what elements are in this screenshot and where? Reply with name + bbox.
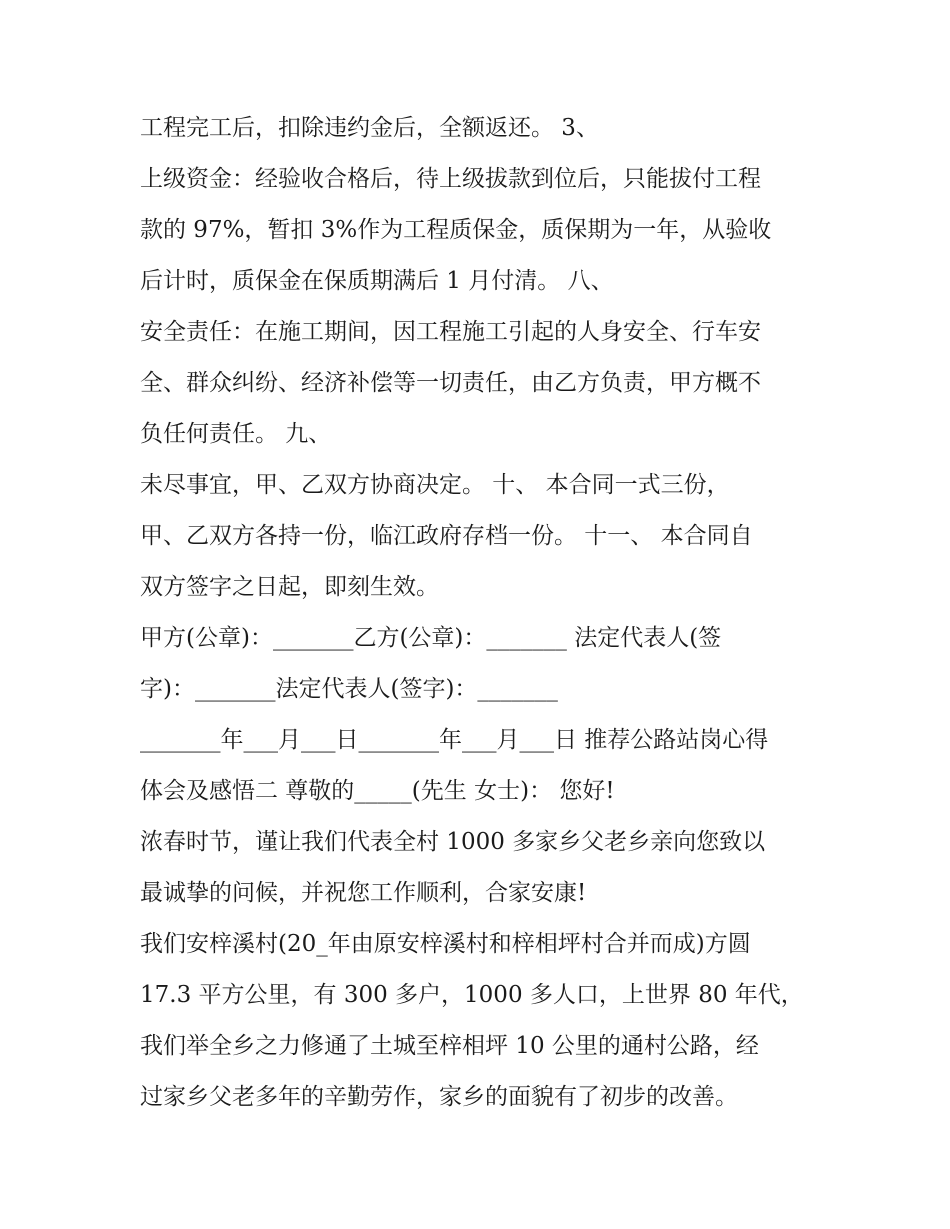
text-line-6: 全、群众纠纷、经济补偿等一切责任，由乙方负责，甲方概不 — [140, 370, 761, 396]
text-line-4: 后计时，质保金在保质期满后 1 月付清。 八、 — [140, 268, 614, 294]
text-line-3: 款的 97%，暂扣 3%作为工程质保金，质保期为一年，从验收 — [140, 217, 772, 243]
text-line-1: 工程完工后，扣除违约金后，全额返还。 3、 — [140, 115, 599, 141]
text-line-15: 浓春时节，谨让我们代表全村 1000 多家乡父老乡亲向您致以 — [140, 829, 766, 855]
text-line-2: 上级资金：经验收合格后，待上级拔款到位后，只能拔付工程 — [140, 166, 761, 192]
text-line-11: 甲方(公章)：_______乙方(公章)：_______ 法定代表人(签 — [140, 625, 722, 651]
text-line-13: _______年___月___日_______年___月___日 推荐公路站岗心得 — [140, 727, 769, 753]
text-line-10: 双方签字之日起，即刻生效。 — [140, 574, 439, 600]
text-line-8: 未尽事宜，甲、乙双方协商决定。 十、 本合同一式三份， — [140, 472, 730, 498]
text-line-9: 甲、乙双方各持一份，临江政府存档一份。 十一、 本合同自 — [140, 523, 753, 549]
text-line-17: 我们安梓溪村(20_年由原安梓溪村和梓相坪村合并而成)方圆 — [140, 931, 751, 957]
text-line-19: 我们举全乡之力修通了土城至梓相坪 10 公里的通村公路，经 — [140, 1033, 759, 1059]
text-line-20: 过家乡父老多年的辛勤劳作，家乡的面貌有了初步的改善。 — [140, 1084, 738, 1110]
text-line-5: 安全责任：在施工期间，因工程施工引起的人身安全、行车安 — [140, 319, 761, 345]
text-line-14: 体会及感悟二 尊敬的_____(先生 女士)： 您好! — [140, 778, 615, 804]
text-line-18: 17.3 平方公里，有 300 多户，1000 多人口，上世界 80 年代， — [140, 982, 804, 1008]
document-body — [140, 103, 830, 1123]
text-line-7: 负任何责任。 九、 — [140, 421, 332, 447]
text-line-16: 最诚挚的问候，并祝您工作顺利，合家安康! — [140, 880, 587, 906]
text-line-12: 字)：_______法定代表人(签字)：_______ — [140, 676, 558, 702]
